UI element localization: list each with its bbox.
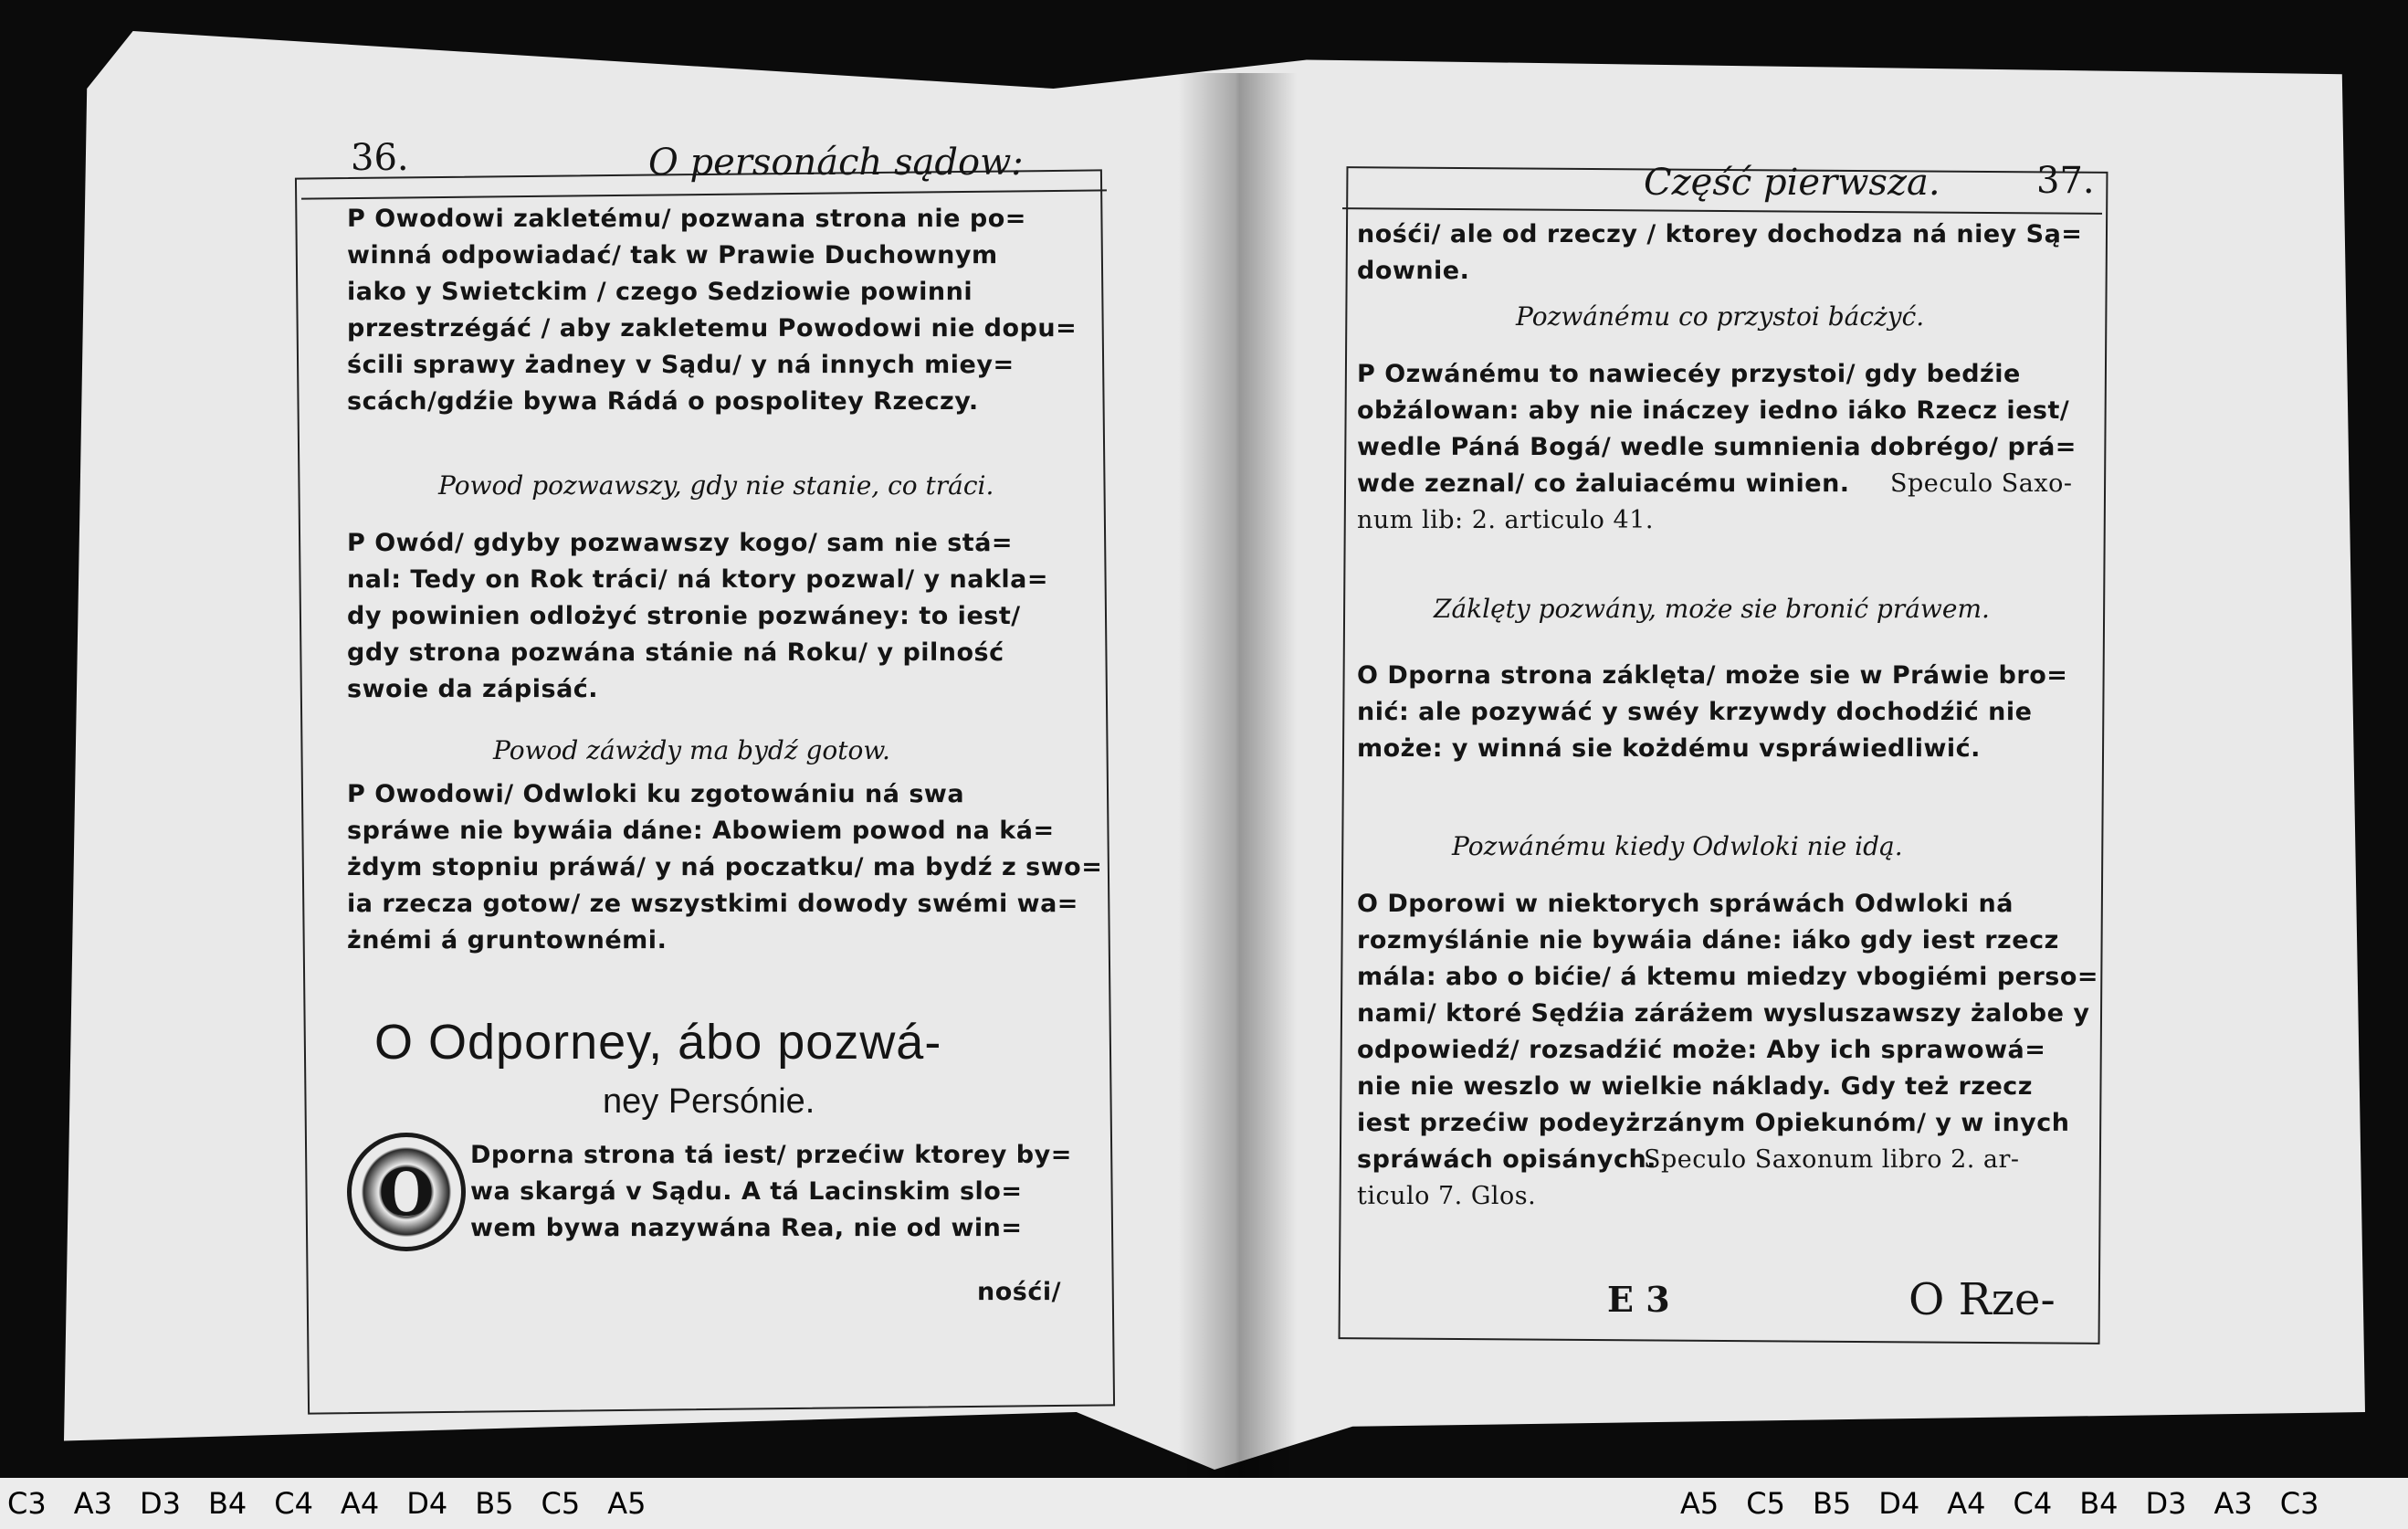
text-line: swoie da zápisáć.	[347, 675, 599, 703]
strip-label: D3	[2145, 1486, 2187, 1521]
text-line: nie nie weszlo w wielkie náklady. Gdy też rzecz	[1357, 1072, 2034, 1101]
strip-label: A4	[340, 1486, 380, 1521]
text-line: wedle Páná Bogá/ wedle sumnienia dobrégo/ prá=	[1357, 433, 2077, 461]
right-catchword: O Rze-	[1909, 1274, 2056, 1325]
strip-label: C4	[2013, 1486, 2053, 1521]
text-line: P Owód/ gdyby pozwawszy kogo/ sam nie stá=	[347, 529, 1014, 557]
right-running-header: Część pierwsza.	[1644, 162, 1940, 204]
text-line: scách/gdźie bywa Rádá o pospolitey Rzeczy.	[347, 387, 979, 416]
text-line: wde zeznal/ co żaluiacému winien.	[1357, 469, 1850, 498]
left-page	[274, 137, 1132, 1416]
strip-right-labels	[1680, 1486, 2346, 1521]
text-line: nal: Tedy on Rok tráci/ ná ktory pozwal/ y nakla=	[347, 565, 1049, 594]
strip-label: B4	[2079, 1486, 2119, 1521]
right-paragraph-1	[1357, 216, 2097, 290]
strip-label: D4	[1878, 1486, 1920, 1521]
right-paragraph-4	[1357, 886, 2097, 1178]
text-line: O Dporowi w niektorych spráwách Odwloki ná	[1357, 890, 2014, 918]
text-line: wa skargá v Sądu. A tá Lacinskim slo=	[470, 1177, 1023, 1206]
right-citation-2-cont: ticulo 7. Glos.	[1357, 1182, 1537, 1210]
left-paragraph-3	[347, 776, 1105, 959]
strip-label: C5	[541, 1486, 581, 1521]
text-line: downie.	[1357, 257, 1470, 285]
right-rubric-3: Pozwánému kiedy Odwloki nie idą.	[1452, 831, 1903, 861]
right-page	[1342, 160, 2109, 1356]
text-line: P Ozwánému to nawiecéy przystoi/ gdy bedźie	[1357, 360, 2021, 388]
text-line: żnémi á gruntownémi.	[347, 926, 668, 954]
right-citation-2: Speculo Saxonum libro 2. ar-	[1644, 1145, 2020, 1174]
color-calibration-strip	[0, 1478, 2408, 1529]
left-paragraph-1	[347, 201, 1105, 420]
text-line: nośći/ ale od rzeczy / ktorey dochodza ná niey Są=	[1357, 220, 2083, 248]
text-line: O Dporna strona záklęta/ może sie w Práwie bro=	[1357, 661, 2068, 690]
strip-label: A5	[1680, 1486, 1719, 1521]
strip-label: A3	[73, 1486, 112, 1521]
text-line: ia rzecza gotow/ ze wszystkimi dowody swémi wa=	[347, 890, 1078, 918]
ornamental-initial-icon: O	[347, 1133, 466, 1251]
right-paragraph-3	[1357, 658, 2097, 767]
text-line: gdy strona pozwána stánie ná Roku/ y pilność	[347, 638, 1004, 667]
text-line: rozmyślánie nie bywáia dáne: iáko gdy iest rzecz	[1357, 926, 2059, 954]
right-citation-1-cont: num lib: 2. articulo 41.	[1357, 506, 1654, 534]
text-line: ścili sprawy żadney v Sądu/ y ná innych miey=	[347, 351, 1015, 379]
text-line: żdym stopniu práwá/ y ná poczatku/ ma bydź z swo=	[347, 853, 1103, 881]
strip-label: B5	[475, 1486, 514, 1521]
text-line: nami/ ktoré Sędźia záráżem wysluszawszy żalobe y	[1357, 999, 2090, 1028]
left-rubric-2: Powod záwżdy ma bydź gotow.	[493, 735, 890, 765]
strip-label: C3	[2279, 1486, 2319, 1521]
left-paragraph-2	[347, 525, 1105, 708]
book-gutter	[1178, 73, 1297, 1480]
text-line: mála: abo o bićie/ á ktemu miedzy vbogiémi perso=	[1357, 963, 2099, 991]
right-rubric-2: Záklęty pozwány, może sie bronić práwem.	[1434, 594, 1990, 624]
strip-label: C3	[7, 1486, 47, 1521]
strip-label: A5	[607, 1486, 647, 1521]
strip-label: A3	[2213, 1486, 2253, 1521]
text-line: Dporna strona tá iest/ przećiw ktorey by=	[470, 1141, 1072, 1169]
text-line: P Owodowi zakletému/ pozwana strona nie po=	[347, 205, 1026, 233]
strip-label: C4	[274, 1486, 313, 1521]
right-rubric-1: Pozwánému co przystoi bácżyć.	[1516, 301, 1925, 332]
left-folio: 36.	[351, 137, 409, 179]
strip-label: D3	[139, 1486, 181, 1521]
text-line: P Owodowi/ Odwloki ku zgotowániu ná swa	[347, 780, 965, 808]
right-citation-1: Speculo Saxo-	[1890, 469, 2073, 498]
left-catchword: nośći/	[977, 1278, 1061, 1306]
text-line: wem bywa nazywána Rea, nie od win=	[470, 1214, 1023, 1242]
strip-label: C5	[1746, 1486, 1785, 1521]
strip-label: B4	[207, 1486, 247, 1521]
text-line: spráwách opisánych.	[1357, 1145, 1656, 1174]
text-line: iako y Swietckim / czego Sedziowie powinni	[347, 278, 973, 306]
strip-label: A4	[1947, 1486, 1986, 1521]
signature-mark: E 3	[1607, 1279, 1670, 1320]
text-line: nić: ale pozywáć y swéy krzywdy dochodźić nie	[1357, 698, 2033, 726]
text-line: przestrzégáć / aby zakletemu Powodowi nie dopu=	[347, 314, 1078, 343]
section-title: O Odporney, ábo pozwá-	[374, 1015, 942, 1070]
section-subtitle: ney Persónie.	[603, 1082, 815, 1121]
text-line: odpowiedź/ rozsadźić może: Aby ich sprawowá=	[1357, 1036, 2046, 1064]
strip-left-labels	[7, 1486, 673, 1521]
text-line: obżálowan: aby nie ináczey iedno iáko Rzecz iest/	[1357, 396, 2070, 425]
left-running-header: O personách sądow:	[648, 142, 1024, 184]
text-line: spráwe nie bywáia dáne: Abowiem powod na ká=	[347, 817, 1055, 845]
left-rubric-1: Powod pozwawszy, gdy nie stanie, co tráci.	[438, 470, 994, 501]
text-line: dy powinien odlożyć stronie pozwáney: to iest/	[347, 602, 1021, 630]
left-paragraph-4	[470, 1137, 1109, 1247]
strip-label: B5	[1812, 1486, 1852, 1521]
text-line: iest przećiw podeyżrzánym Opiekunóm/ y w inych	[1357, 1109, 2070, 1137]
right-folio: 37.	[2036, 160, 2095, 202]
text-line: może: y winná sie kożdému vspráwiedliwić.	[1357, 734, 1981, 763]
text-line: winná odpowiadać/ tak w Prawie Duchownym	[347, 241, 998, 269]
strip-label: D4	[406, 1486, 448, 1521]
